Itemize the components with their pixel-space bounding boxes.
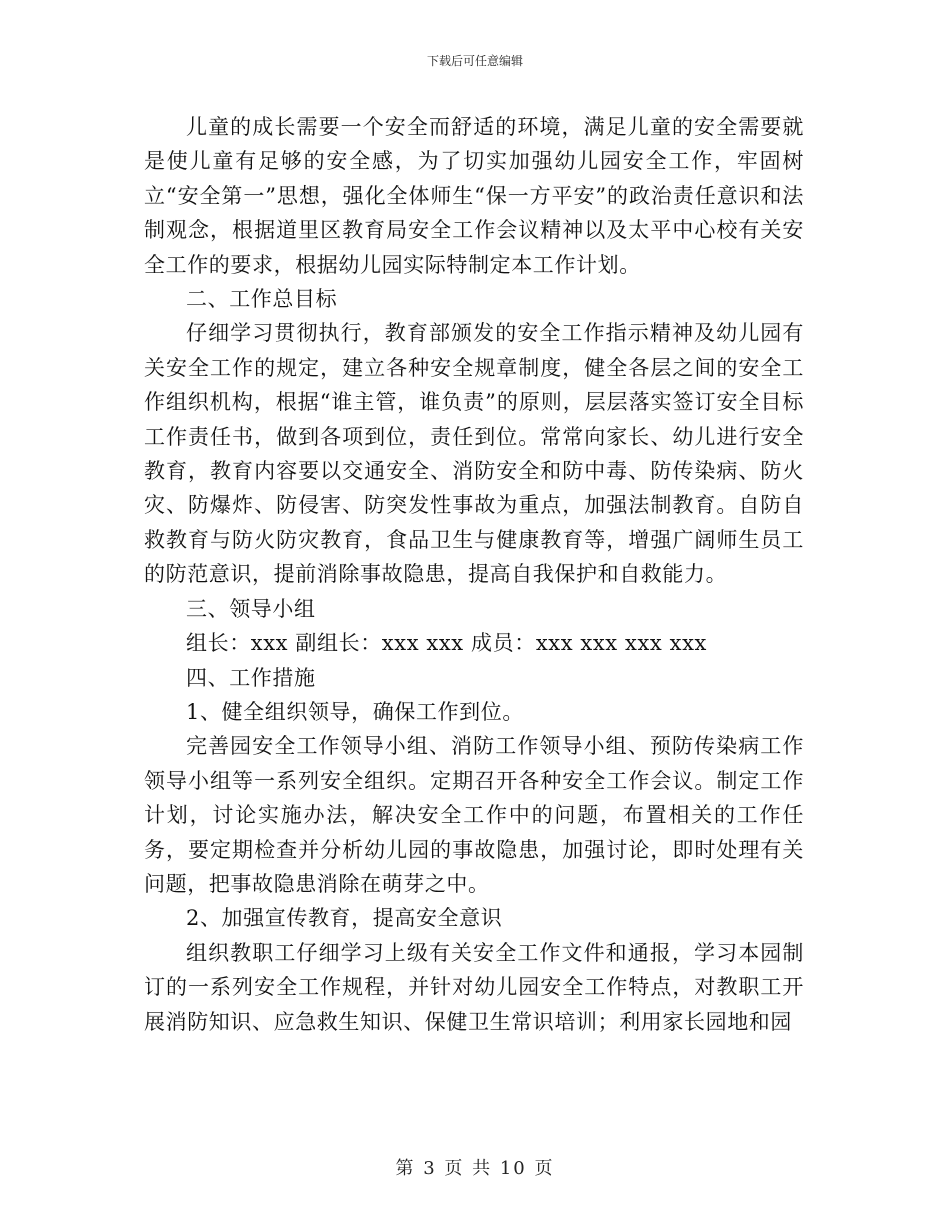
subheading-education: 2、加强宣传教育，提高安全意识 (186, 906, 503, 931)
heading-leadership-group: 三、领导小组 (186, 596, 316, 621)
header-note: 下载后可任意编辑 (426, 54, 523, 68)
paragraph-intro: 儿童的成长需要一个安全而舒适的环境，满足儿童的安全需要就是使儿童有足够的安全感，为了切实加强幼儿园安全工作，牢固树立“安全第一”思想，强化全体师生“保一方平安”的政治责任意识和法制观念，根据道里区教育局安全工作会议精神以及太平中心校有关安全工作的要求，根据幼儿园实际特制定本工作计划。 (144, 115, 804, 277)
page-number: 第 3 页 共 10 页 (395, 1158, 555, 1179)
heading-overall-goal: 二、工作总目标 (186, 287, 338, 312)
paragraph-overall-goal: 仔细学习贯彻执行，教育部颁发的安全工作指示精神及幼儿园有关安全工作的规定，建立各种安全规章制度，健全各层之间的安全工作组织机构，根据“谁主管，谁负责”的原则，层层落实签订安全目标工作责任书，做到各项到位，责任到位。常常向家长、幼儿进行安全教育，教育内容要以交通安全、消防安全和防中毒、防传染病、防火灾、防爆炸、防侵害、防突发性事故为重点，加强法制教育。自防自救教育与防火防灾教育，食品卫生与健康教育等，增强广阔师生员工的防范意识，提前消除事故隐患，提高自我保护和自救能力。 (144, 321, 804, 587)
heading-work-measures: 四、工作措施 (186, 665, 316, 690)
paragraph-leadership-members: 组长：xxx 副组长：xxx xxx 成员：xxx xxx xxx xxx (186, 631, 707, 656)
paragraph-education: 组织教职工仔细学习上级有关安全工作文件和通报，学习本园制订的一系列安全工作规程，并针对幼儿园安全工作特点，对教职工开展消防知识、应急救生知识、保健卫生常识培训；利用家长园地和园 (144, 940, 804, 1034)
subheading-organization: 1、健全组织领导，确保工作到位。 (186, 699, 524, 724)
document-body (144, 110, 804, 1039)
paragraph-organization: 完善园安全工作领导小组、消防工作领导小组、预防传染病工作领导小组等一系列安全组织。定期召开各种安全工作会议。制定工作计划，讨论实施办法，解决安全工作中的问题，布置相关的工作任务，要定期检查并分析幼儿园的事故隐患，加强讨论，即时处理有关问题，把事故隐患消除在萌芽之中。 (144, 734, 804, 896)
